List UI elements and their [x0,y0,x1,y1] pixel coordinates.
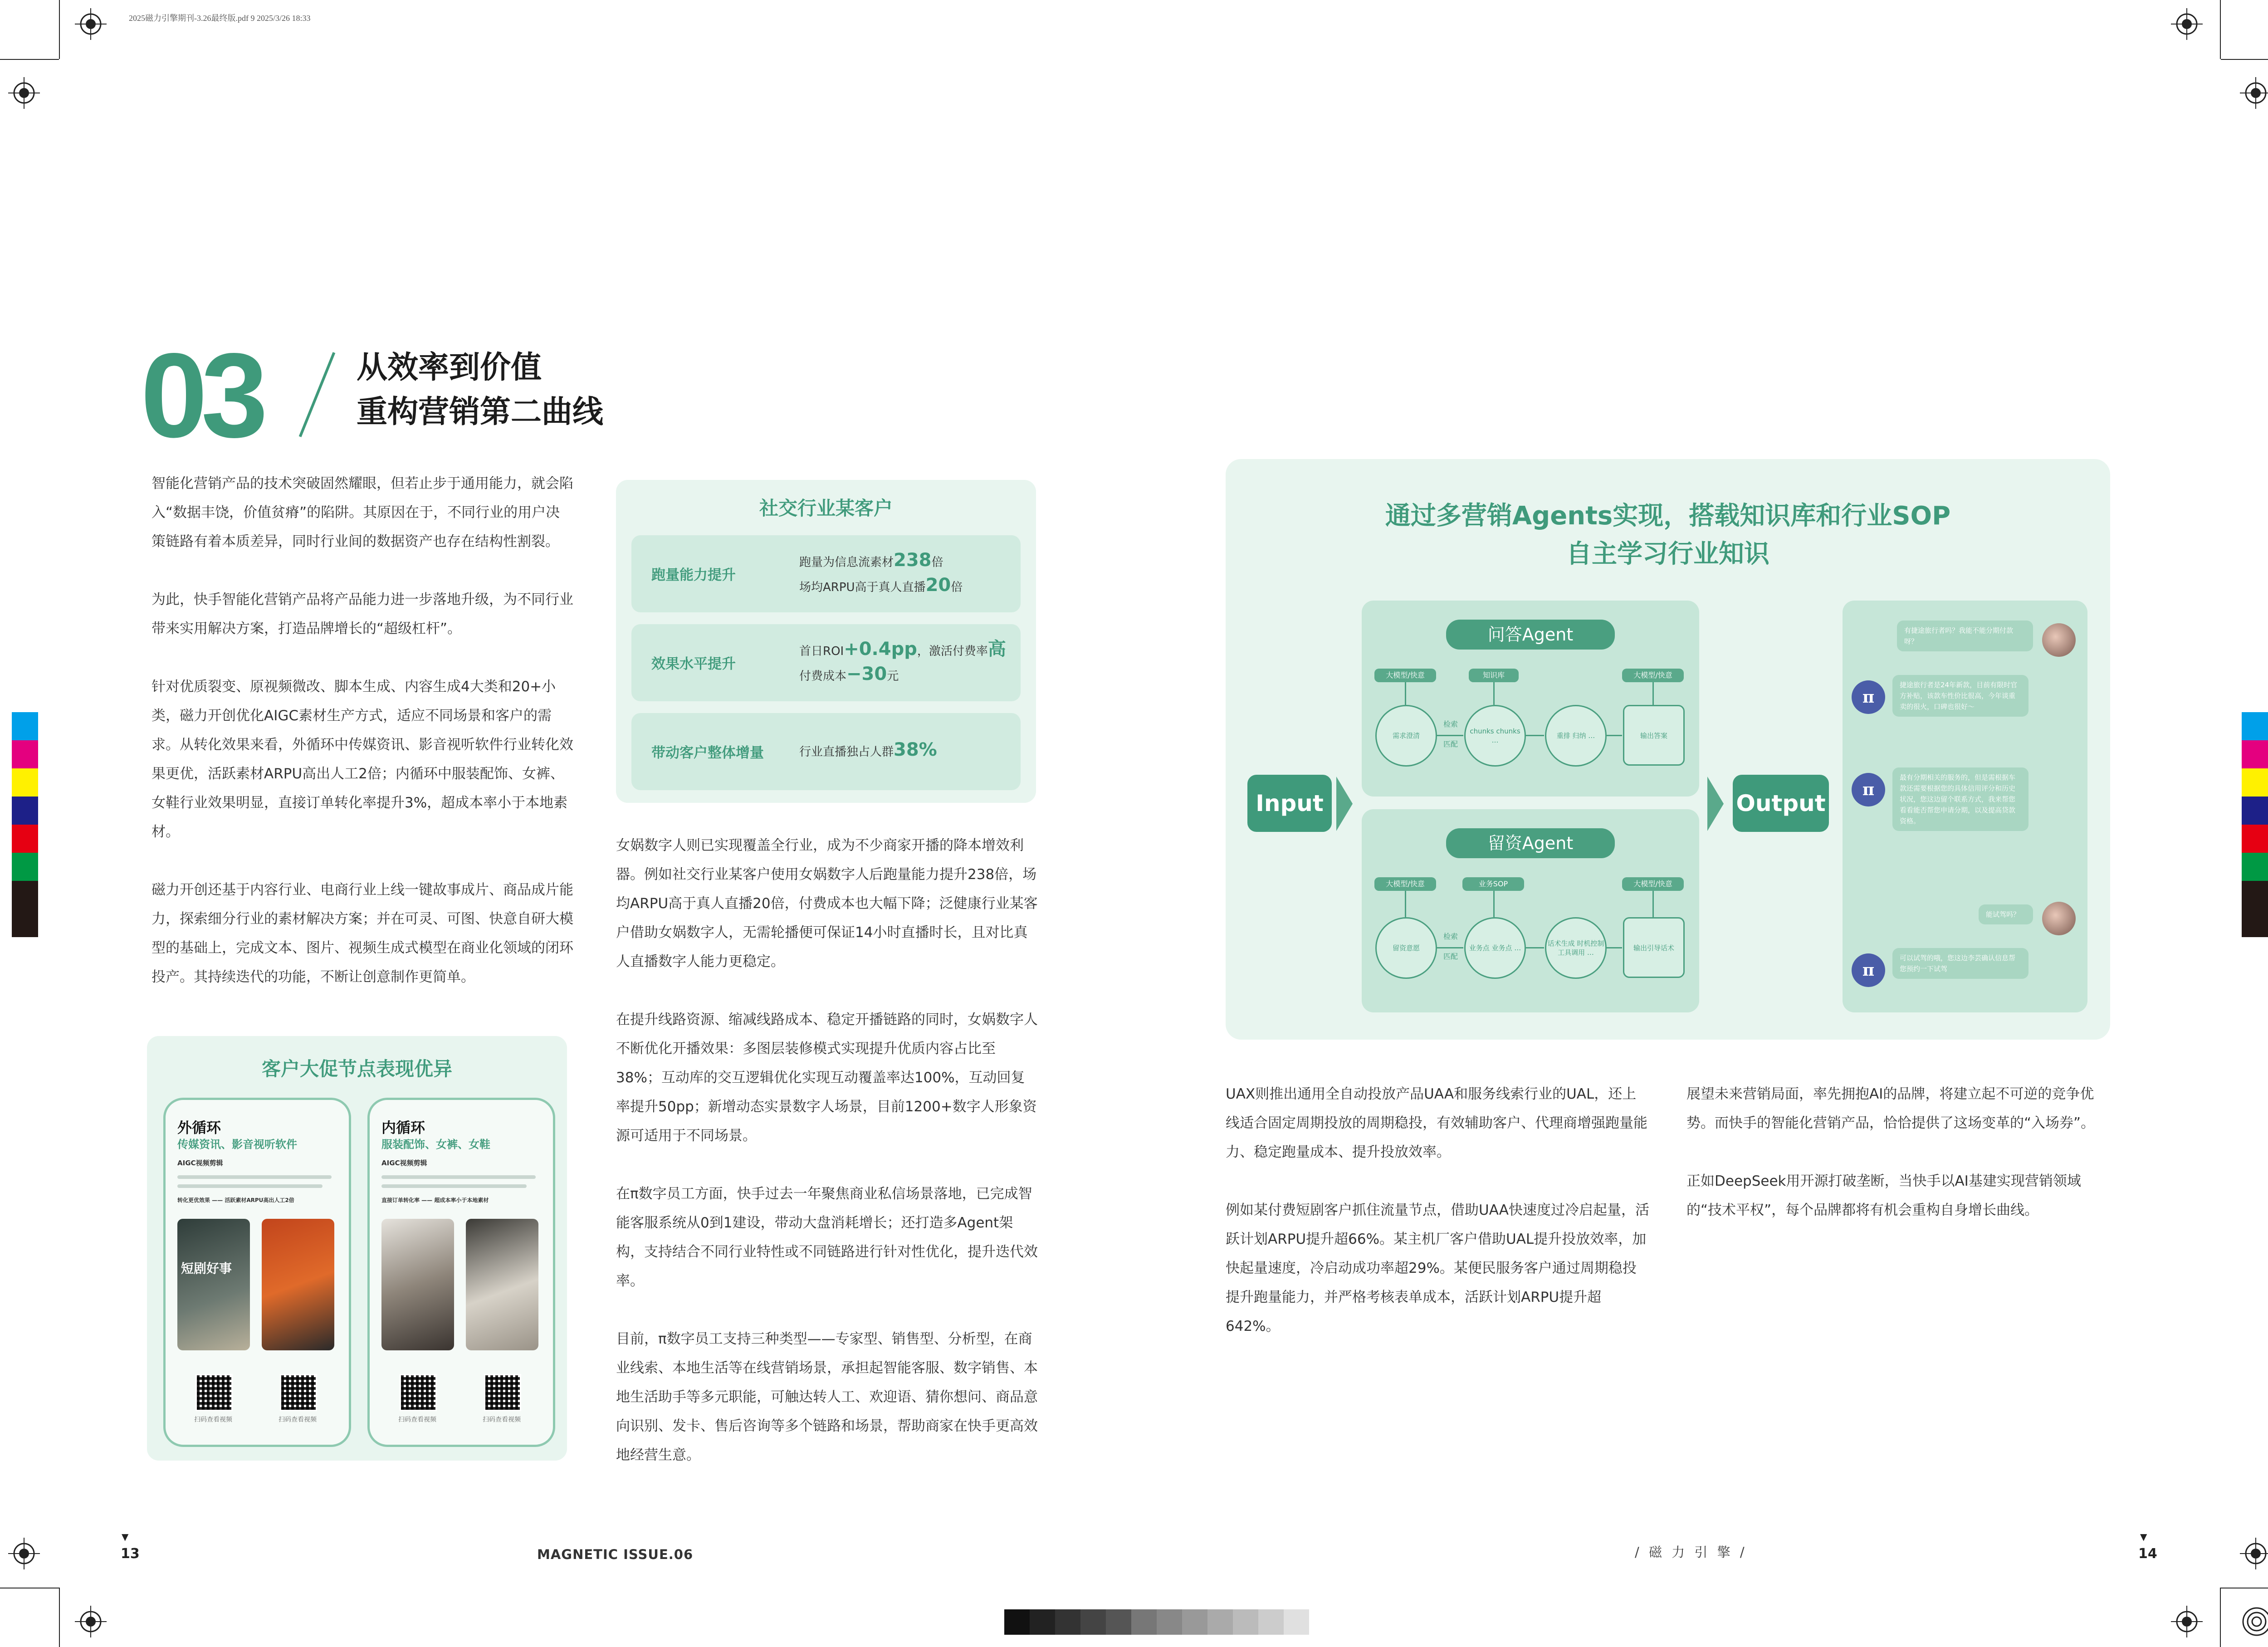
page-marker-left-icon: ▼ [122,1531,129,1542]
user-avatar [2042,623,2076,657]
chat-bubble-bot: 捷途旅行者是24年新款，目前有限时官方补贴，该款车性价比很高，今年谈重卖的很火，口碑也很好～ [1892,675,2028,717]
registration-mark-icon [2171,8,2203,40]
bot-avatar-icon: π [1852,773,1885,806]
crop-line [59,1588,60,1647]
diagram-title-line1: 通过多营销Agents实现，搭载知识库和行业SOP [1385,501,1951,531]
phone-subheading: 传媒资讯、影音视听软件 [177,1138,297,1151]
qr-code [280,1374,317,1411]
connector [1437,735,1463,736]
connector [1652,682,1654,705]
qa-agent-title: 问答Agent [1446,620,1615,650]
chat-bubble-user: 有捷途旅行者吗？我能不能分期付款呀？ [1897,621,2033,651]
edge-label: 检索 [1443,720,1458,728]
middle-column-text [616,831,1038,1499]
crop-line [2220,1588,2221,1647]
page-number-left: 13 [121,1546,140,1562]
video-screenshot [381,1219,454,1350]
diagram-title-line2: 自主学习行业知识 [1566,539,1769,569]
section-slash [299,352,335,437]
stat-text: 付费成本 [799,670,847,683]
registration-mark-icon [8,1538,40,1569]
crop-line [0,59,59,60]
stat-desc [799,738,937,763]
model-tag: 大模型/快意 [1622,669,1684,682]
registration-mark-icon [2240,1538,2268,1569]
paragraph: 磁力开创还基于内容行业、电商行业上线一键故事成片、商品成片能力，探索细分行业的素材解决方案；并在可灵、可图、快意自研大模型的基础上，完成文本、图片、视频生成式模型在商业化领域的闭环投产。其持续迭代的功能，不断让创意制作更简单。 [152,882,573,985]
chat-panel [1843,601,2087,1012]
paragraph: UAX则推出通用全自动投放产品UAA和服务线索行业的UAL，还上线适合固定周期投放的周期稳投，有效辅助客户、代理商增强跑量能力、稳定跑量成本、提升投放效率。 [1226,1086,1647,1160]
connector [1526,735,1544,736]
bot-avatar-icon: π [1852,953,1885,987]
stat-label: 效果水平提升 [651,656,736,672]
stat-value: 20 [925,575,951,596]
edge-label: 匹配 [1443,740,1458,748]
brand-label: / 磁 力 引 擎 / [1635,1544,1747,1560]
flow-node: 业务点 业务点 … [1464,917,1526,979]
qr-code [196,1374,233,1411]
color-bar-right [2242,712,2268,937]
phone-heading: 内循环 [381,1119,425,1136]
qr-caption: 扫码查看视频 [194,1416,232,1423]
video-screenshot [262,1219,334,1350]
text-line [177,1175,332,1179]
chat-bubble-bot: 可以试驾的哦，您这边李芸确认信息帮您预约一下试驾 [1892,948,2028,979]
shot-caption: 短剧好事 [181,1261,232,1276]
right-column-a-text [1226,1080,1650,1370]
connector [1607,735,1622,736]
color-bar-left [12,712,38,937]
registration-mark-icon [8,77,40,109]
connector [1405,682,1406,705]
flow-node: chunks chunks … [1464,705,1526,767]
right-column-b-text [1686,1080,2113,1254]
stat-row [631,535,1021,612]
flow-node: 输出答案 [1623,705,1685,766]
stat-row [631,624,1021,701]
crop-line [2220,0,2221,59]
knowledge-tag: 知识库 [1469,669,1519,682]
connector [1652,891,1654,917]
text-line [177,1184,323,1188]
promo-card [147,1036,567,1461]
video-screenshot [466,1219,538,1350]
page-marker-right-icon: ▼ [2140,1531,2147,1542]
bot-avatar-icon: π [1852,680,1885,714]
stat-text: 倍 [951,581,963,594]
paragraph: 在提升线路资源、缩减线路成本、稳定开播链路的同时，女娲数字人不断优化开播效果：多图层装修模式实现提升优质内容占比至38%；互动库的交互逻辑优化实现互动覆盖率达100%，互动回复率提升50pp；新增动态实景数字人场景，目前1200+数字人形象资源可适用于不同场景。 [616,1012,1038,1144]
edge-label: 检索 [1443,932,1458,941]
qr-caption: 扫码查看视频 [398,1416,436,1423]
stat-label: 带动客户整体增量 [651,745,764,761]
paragraph: 例如某付费短剧客户抓住流量节点，借助UAA快速度过冷启起量，活跃计划ARPU提升超66%。某主机厂客户借助UAL提升投放效率，加快起量速度，冷启动成功率超29%。某便民服务客户通过周期稳投提升跑量能力，并严格考核表单成本，活跃计划ARPU提升超642%。 [1226,1202,1649,1334]
phone-label: AIGC视频剪辑 [177,1159,223,1167]
text-line [381,1184,527,1188]
text-line [381,1175,536,1179]
phone-sub-label: 转化更优效果 —— 活跃素材ARPU高出人工2倍 [177,1197,294,1203]
model-tag: 大模型/快意 [1622,877,1684,891]
diagram-title [1226,497,2110,573]
paragraph: 展望未来营销局面，率先拥抱AI的品牌，将建立起不可逆的竞争优势。而快手的智能化营销产品，恰恰提供了这场变革的“入场券”。 [1686,1086,2095,1131]
magazine-issue: MAGNETIC ISSUE.06 [537,1547,694,1562]
flow-node: 重排 归纳 … [1545,705,1607,767]
stat-value: +0.4pp [844,639,917,660]
agents-diagram [1226,459,2110,1040]
qr-code [484,1374,521,1411]
model-tag: 大模型/快意 [1374,669,1436,682]
flow-node: 留资意愿 [1375,917,1437,979]
registration-mark-icon [75,1606,107,1637]
stat-text: 首日ROI [799,645,844,658]
section-title-line1: 从效率到价值 [357,350,542,386]
paragraph: 智能化营销产品的技术突破固然耀眼，但若止步于通用能力，就会陷入“数据丰饶，价值贫瘠”的陷阱。其原因在于，不同行业的用户决策链路有着本质差异，同时行业间的数据资产也存在结构性割裂。 [152,475,573,550]
stat-value: 高 [987,639,1006,660]
edge-label: 匹配 [1443,952,1458,961]
phone-mockup-inner [367,1098,555,1447]
retain-agent-title: 留资Agent [1446,828,1615,858]
stat-text: 跑量为信息流素材 [799,556,894,569]
phone-label: AIGC视频剪辑 [381,1159,427,1167]
stat-text: 倍 [931,556,943,569]
qa-agent-box [1362,601,1699,797]
stat-row [631,713,1021,790]
connector [1607,947,1622,948]
stat-value: 238 [894,550,932,571]
input-block: Input [1247,775,1332,832]
paragraph: 目前，π数字员工支持三种类型——专家型、销售型、分析型，在商业线索、本地生活等在线营销场景，承担起智能客服、数字销售、本地生活助手等多元职能，可触达转人工、欢迎语、猜你想问、商品意向识别、发卡、售后咨询等多个链路和场景，帮助商家在快手更高效地经营生意。 [616,1331,1038,1463]
qr-caption: 扫码查看视频 [483,1416,521,1423]
chat-bubble-bot: 最有分期相关的服务的，但是需根据车款还需要根据您的具体信用评分和历史状况，您这边留个联系方式，我来帮您看看能否帮您申请分期，以及提高贷款资格。 [1892,767,2028,831]
chevron-right-icon [1707,777,1724,831]
stat-text: 场均ARPU高于真人直播 [799,581,926,594]
qr-code [400,1374,437,1411]
phone-heading: 外循环 [177,1119,221,1136]
paragraph: 正如DeepSeek用开源打破垄断，当快手以AI基建实现营销领域的“技术平权”，每个品牌都将有机会重构自身增长曲线。 [1686,1173,2081,1218]
flow-node: 需求澄清 [1375,705,1437,767]
registration-mark-icon [2171,1606,2203,1637]
print-slug: 2025磁力引擎期刊-3.26最终版.pdf 9 2025/3/26 18:33 [129,14,311,23]
output-block: Output [1733,775,1829,832]
stat-card-title: 社交行业某客户 [759,497,893,519]
flow-node: 话术生成 时机控制 工具调用 … [1545,917,1607,979]
section-title [357,346,603,435]
connector [1526,947,1544,948]
phone-subheading: 服装配饰、女裤、女鞋 [381,1138,490,1151]
crop-line [2221,59,2268,60]
stat-value: 38% [894,739,937,760]
retain-agent-box [1362,809,1699,1012]
chevron-right-icon [1336,777,1353,831]
registration-mark-icon [2240,77,2268,109]
stat-card [616,480,1036,803]
paragraph: 女娲数字人则已实现覆盖全行业，成为不少商家开播的降本增效利器。例如社交行业某客户使用女娲数字人后跑量能力提升238倍，场均ARPU高于真人直播20倍，付费成本也大幅下降；泛健康行业某客户借助女娲数字人，无需轮播便可保证14小时直播时长，且对比真人直播数字人能力更稳定。 [616,837,1038,970]
stat-desc [799,549,963,599]
flow-node: 输出引导话术 [1623,917,1685,978]
page-number-right: 14 [2138,1546,2157,1562]
model-tag: 大模型/快意 [1374,877,1436,891]
promo-card-title: 客户大促节点表现优异 [261,1058,452,1080]
phone-mockup-outer [163,1098,351,1447]
stat-value: −30 [846,664,887,684]
connector [1405,891,1406,917]
paragraph: 在π数字员工方面，快手过去一年聚焦商业私信场景落地，已完成智能客服系统从0到1建设，带动大盘消耗增长；还打造多Agent架构，支持结合不同行业特性或不同链路进行针对性优化，提升迭代效率。 [616,1186,1038,1289]
connector [1493,891,1495,917]
video-screenshot [177,1219,250,1350]
stat-label: 跑量能力提升 [651,567,736,583]
qr-caption: 扫码查看视频 [279,1416,317,1423]
registration-mark-icon [2241,1606,2268,1637]
gray-scale-bar [1004,1609,1309,1635]
section-title-line2: 重构营销第二曲线 [357,394,604,430]
user-avatar [2042,902,2076,935]
stat-text: 元 [887,670,899,683]
chat-bubble-user: 能试驾吗？ [1979,904,2033,924]
sop-tag: 业务SOP [1462,877,1524,891]
stat-desc [799,638,1006,688]
left-column-text [152,469,573,1021]
crop-line [59,0,60,59]
paragraph: 为此，快手智能化营销产品将产品能力进一步落地升级，为不同行业带来实用解决方案，打造品牌增长的“超级杠杆”。 [152,591,573,637]
connector [1437,947,1463,948]
connector [1493,682,1495,705]
stat-text: 行业直播独占人群 [799,745,894,759]
registration-mark-icon [75,8,107,40]
phone-sub-label: 直接订单转化率 —— 超成本率小于本地素材 [381,1197,489,1203]
stat-text: ，激活付费率 [917,645,988,658]
paragraph: 针对优质裂变、原视频微改、脚本生成、内容生成4大类和20+小类，磁力开创优化AIGC素材生产方式，适应不同场景和客户的需求。从转化效果来看，外循环中传媒资讯、影音视听软件行业转化效果更优，活跃素材ARPU高出人工2倍；内循环中服装配饰、女裤、女鞋行业效果明显，直接订单转化率提升3%，超成本率小于本地素材。 [152,679,573,840]
section-number: 03 [141,328,262,463]
